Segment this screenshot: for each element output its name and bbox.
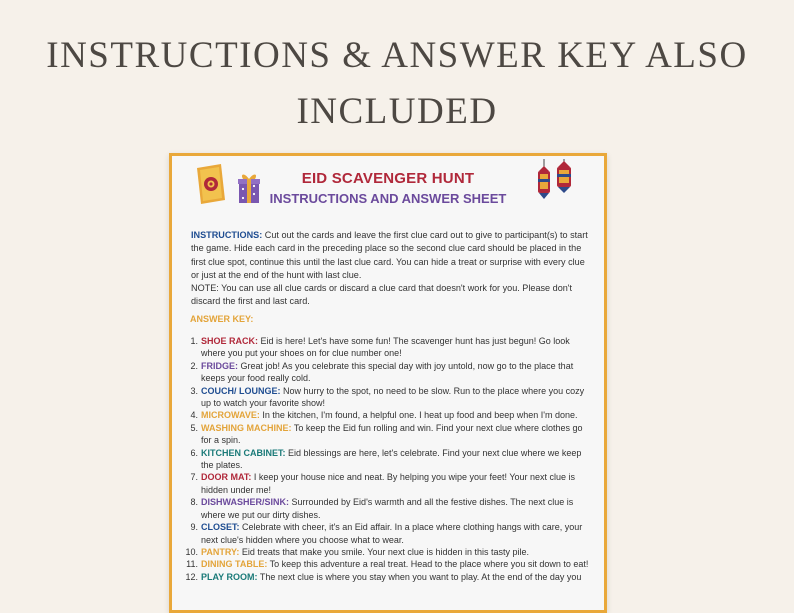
answer-item <box>180 447 590 472</box>
headline-line-1: INSTRUCTIONS & ANSWER KEY ALSO <box>46 35 748 76</box>
answer-clue-text: To keep the Eid fun rolling and win. Find your next clue where clothes go for a spin. <box>201 422 583 446</box>
answer-number: 6. <box>190 447 198 458</box>
headline-line-2: INCLUDED <box>296 91 498 132</box>
answer-number: 12. <box>185 571 198 582</box>
answer-location: CLOSET: <box>201 522 240 533</box>
answer-number: 11. <box>186 559 198 570</box>
answer-number: 1. <box>190 336 198 346</box>
sheet-subtitle: INSTRUCTIONS AND ANSWER SHEET <box>269 191 507 206</box>
answer-number: 7. <box>190 472 198 483</box>
answer-item <box>180 471 590 496</box>
answer-location: WASHING MACHINE: <box>201 422 292 433</box>
answer-sheet <box>169 153 607 613</box>
answer-item <box>180 422 590 447</box>
answer-clue-text: Eid is here! Let's have some fun! The scavenger hunt has just begun! Go look where you put your shoes on for clue number one! <box>201 336 570 359</box>
answer-item <box>180 335 590 360</box>
answer-location: COUCH/ LOUNGE: <box>201 385 281 396</box>
instructions-block <box>191 229 589 309</box>
answer-location: DISHWASHER/SINK: <box>201 497 290 508</box>
answer-item <box>180 521 590 546</box>
answer-item <box>180 409 590 421</box>
sheet-title: EID SCAVENGER HUNT <box>301 170 475 187</box>
answer-item <box>180 496 590 521</box>
headline <box>0 28 794 140</box>
answer-clue-text: To keep this adventure a real treat. Head to the place where you sit down to eat! <box>267 559 589 570</box>
answer-location: KITCHEN CABINET: <box>201 447 286 458</box>
answer-clue-text: The next clue is where you stay when you want to play. At the end of the day you <box>257 571 582 582</box>
answer-clue-text: Eid blessings are here, let's celebrate. Find your next clue where we keep the plates. <box>201 447 582 471</box>
answer-key-label: ANSWER KEY: <box>190 314 254 324</box>
answer-clue-text: In the kitchen, I'm found, a helpful one. I heat up food and beep when I'm done. <box>259 410 578 421</box>
answer-location: SHOE RACK: <box>201 336 259 346</box>
answer-number: 4. <box>190 410 198 421</box>
answer-location: FRIDGE: <box>201 360 238 371</box>
answer-clue-text: Surrounded by Eid's warmth and all the festive dishes. The next clue is where we put our dirty dishes. <box>201 497 574 520</box>
answer-item <box>180 558 590 570</box>
answer-clue-text: Great job! As you celebrate this special day with joy untold, now go to the place that keeps your food really cold. <box>201 360 574 384</box>
instructions-text: Cut out the cards and leave the first clue card out to give to participant(s) to start the game. Hide each card in the preceding place so the second clue card should be placed in the first clue spot, continue this until the last clue card. You can hide a treat or surprise with every clue or just at the end of the hunt with last clue. <box>191 230 588 280</box>
answer-clue-text: I keep your house nice and neat. By helping you wipe your feet! Your next clue is hidden under me! <box>201 472 576 495</box>
answer-number: 8. <box>190 497 198 508</box>
note-text: NOTE: You can use all clue cards or discard a clue card that doesn't work for you. Please don't discard the first and last card. <box>191 283 573 307</box>
instructions-label: INSTRUCTIONS: <box>191 230 263 240</box>
answer-location: DINING TABLE: <box>201 559 268 570</box>
answer-item <box>180 546 590 558</box>
answer-item <box>180 385 590 410</box>
answer-clue-text: Now hurry to the spot, no need to be slow. Run to the place where you cozy up to watch your favorite show! <box>201 385 585 409</box>
answer-clue-text: Eid treats that make you smile. Your next clue is hidden in this tasty pile. <box>239 546 529 557</box>
answer-location: DOOR MAT: <box>201 472 252 483</box>
answer-item <box>180 360 590 385</box>
answer-list <box>180 335 590 583</box>
answer-number: 3. <box>190 385 198 396</box>
answer-number: 2. <box>190 360 198 371</box>
answer-location: MICROWAVE: <box>201 410 260 421</box>
answer-number: 9. <box>190 522 198 533</box>
answer-location: PANTRY: <box>201 546 240 557</box>
answer-number: 10. <box>185 546 198 557</box>
answer-location: PLAY ROOM: <box>201 571 258 582</box>
answer-item <box>180 571 590 583</box>
answer-clue-text: Celebrate with cheer, it's an Eid affair. In a place where clothing hangs with care, your next clue's hidden where you choose what to wear. <box>201 522 583 545</box>
answer-number: 5. <box>190 422 198 433</box>
